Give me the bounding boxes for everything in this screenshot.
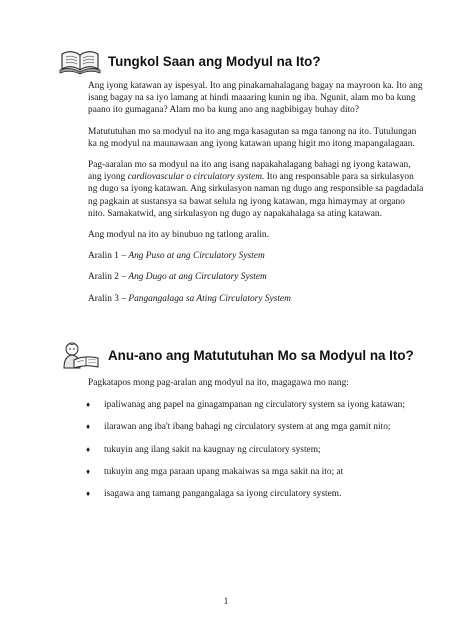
paragraph: Ang modyul na ito ay binubuo ng tatlong aralin. bbox=[88, 230, 269, 241]
lesson-title: Ang Puso at ang Circulatory System bbox=[128, 251, 265, 262]
diamond-bullet-icon: ♦ bbox=[86, 444, 91, 454]
lesson-title: Ang Dugo at ang Circulatory System bbox=[128, 272, 267, 283]
objectives-intro: Pagkatapos mong pag-aralan ang modyul na ito, magagawa mo nang: bbox=[88, 378, 349, 388]
lesson-label: Aralin 1 – bbox=[88, 251, 129, 262]
lesson-item bbox=[88, 293, 424, 305]
diamond-bullet-icon: ♦ bbox=[86, 400, 91, 410]
list-item bbox=[86, 421, 424, 433]
paragraph: Ang iyong katawan ay ispesyal. Ito ang pinakamahalagang bagay na mayroon ka. Ito ang isang bagay na sa iyo lamang at hindi maaaring kunin ng iba. Ngunit, alam mo ba kung paano ito gumagana? Alam mo ba kung ano ang nagbibigay buhay dito? bbox=[88, 81, 423, 116]
paragraph: Matututuhan mo sa modyul na ito ang mga kasagutan sa mga tanong na ito. Tutulungan ka ng modyul na maunawaan ang iyong katawan upang higit mo itong mapangalagaan. bbox=[88, 126, 417, 149]
list-item bbox=[86, 466, 424, 478]
diamond-bullet-icon: ♦ bbox=[86, 466, 91, 476]
student-reading-icon bbox=[58, 340, 102, 370]
section-heading-about bbox=[58, 46, 321, 76]
paragraph-text: Ito ang responsable para sa sirkulasyon ng dugo sa iyong katawan. Ang sirkulasyon naman ng dugo ang responsible sa pagdadala ng pagkain at sustansya sa bawat selula ng iyong katawan, mga himaymay at organo nito. Samakatwid, ang sirkulasyon ng dugo ay napakahalaga sa ating katawan. bbox=[88, 172, 424, 219]
emphasis-term: cardiovascular o circulatory system. bbox=[127, 172, 265, 183]
paragraph-text: Pag-aaralan mo sa modyul na ito ang isang napakahalagang bahagi ng iyong katawan, ang iyong bbox=[88, 160, 411, 183]
lesson-label: Aralin 2 – bbox=[88, 272, 129, 283]
section-title-objectives: Anu-ano ang Matututuhan Mo sa Modyul na Ito? bbox=[108, 347, 414, 363]
lesson-item bbox=[88, 250, 424, 262]
list-item bbox=[86, 444, 424, 456]
section-body-objectives bbox=[88, 377, 424, 510]
section-body-about bbox=[88, 80, 424, 314]
list-item bbox=[86, 399, 424, 411]
objectives-list bbox=[86, 399, 424, 500]
list-item-text: tukuyin ang ilang sakit na kaugnay ng circulatory system; bbox=[104, 444, 321, 455]
diamond-bullet-icon: ♦ bbox=[86, 422, 91, 432]
lesson-title: Pangangalaga sa Ating Circulatory System bbox=[128, 293, 291, 304]
lesson-label: Aralin 3 – bbox=[88, 293, 129, 304]
section-title-about: Tungkol Saan ang Modyul na Ito? bbox=[108, 53, 321, 69]
page-number: 1 bbox=[223, 597, 229, 607]
open-book-icon bbox=[58, 46, 102, 76]
list-item-text: ipaliwanag ang papel na ginagampanan ng circulatory system sa iyong katawan; bbox=[104, 400, 405, 411]
list-item-text: tukuyin ang mga paraan upang makaiwas sa mga sakit na ito; at bbox=[104, 466, 344, 477]
list-item bbox=[86, 488, 424, 500]
paragraph-circulatory bbox=[88, 159, 424, 220]
list-item-text: ilarawan ang iba't ibang bahagi ng circulatory system at ang mga gamit nito; bbox=[104, 422, 391, 433]
section-heading-objectives bbox=[58, 340, 414, 370]
list-item-text: isagawa ang tamang pangangalaga sa iyong circulatory system. bbox=[104, 489, 342, 500]
lesson-item bbox=[88, 271, 424, 283]
diamond-bullet-icon: ♦ bbox=[86, 489, 91, 499]
